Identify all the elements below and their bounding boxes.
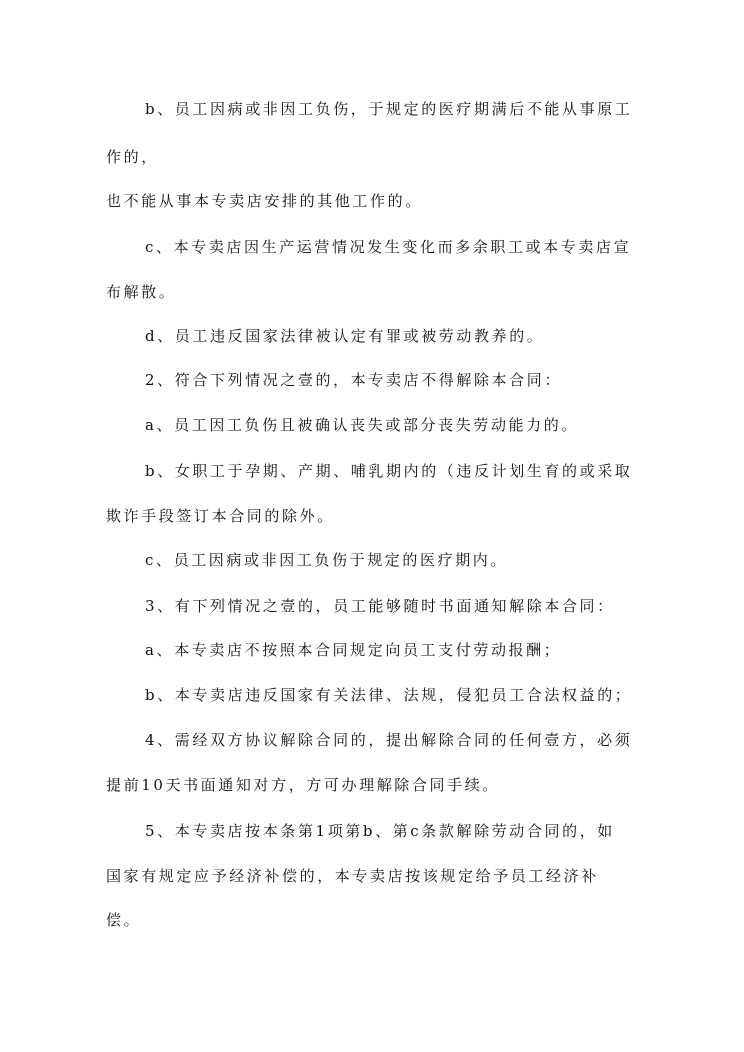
text-line: 偿。 [106, 911, 142, 929]
text-line: 5、本专卖店按本条第1项第b、第c条款解除劳动合同的，如 [145, 822, 615, 840]
text-line: 布解散。 [106, 283, 177, 301]
text-line: d、员工违反国家法律被认定有罪或被劳动教养的。 [145, 327, 545, 345]
text-line: b、员工因病或非因工负伤，于规定的医疗期满后不能从事原工 [145, 100, 633, 118]
text-line: 4、需经双方协议解除合同的，提出解除合同的任何壹方，必须 [145, 731, 633, 749]
text-line: 2、符合下列情况之壹的，本专卖店不得解除本合同： [145, 371, 562, 389]
text-line: c、本专卖店因生产运营情况发生变化而多余职工或本专卖店宣 [145, 238, 632, 256]
text-line: 国家有规定应予经济补偿的，本专卖店按该规定给予员工经济补 [106, 867, 599, 885]
text-line: a、本专卖店不按照本合同规定向员工支付劳动报酬； [145, 641, 562, 659]
text-line: 也不能从事本专卖店安排的其他工作的。 [106, 192, 423, 210]
text-line: 欺诈手段签订本合同的除外。 [106, 507, 335, 525]
text-line: b、本专卖店违反国家有关法律、法规，侵犯员工合法权益的； [145, 686, 633, 704]
text-line: a、员工因工负伤且被确认丧失或部分丧失劳动能力的。 [145, 416, 579, 434]
text-line: b、女职工于孕期、产期、哺乳期内的（违反计划生育的或采取 [145, 462, 633, 480]
text-line: 3、有下列情况之壹的，员工能够随时书面通知解除本合同： [145, 597, 615, 615]
text-line: 作的， [106, 148, 159, 166]
text-line: 提前10天书面通知对方，方可办理解除合同手续。 [106, 776, 500, 794]
text-line: c、员工因病或非因工负伤于规定的医疗期内。 [145, 551, 509, 569]
